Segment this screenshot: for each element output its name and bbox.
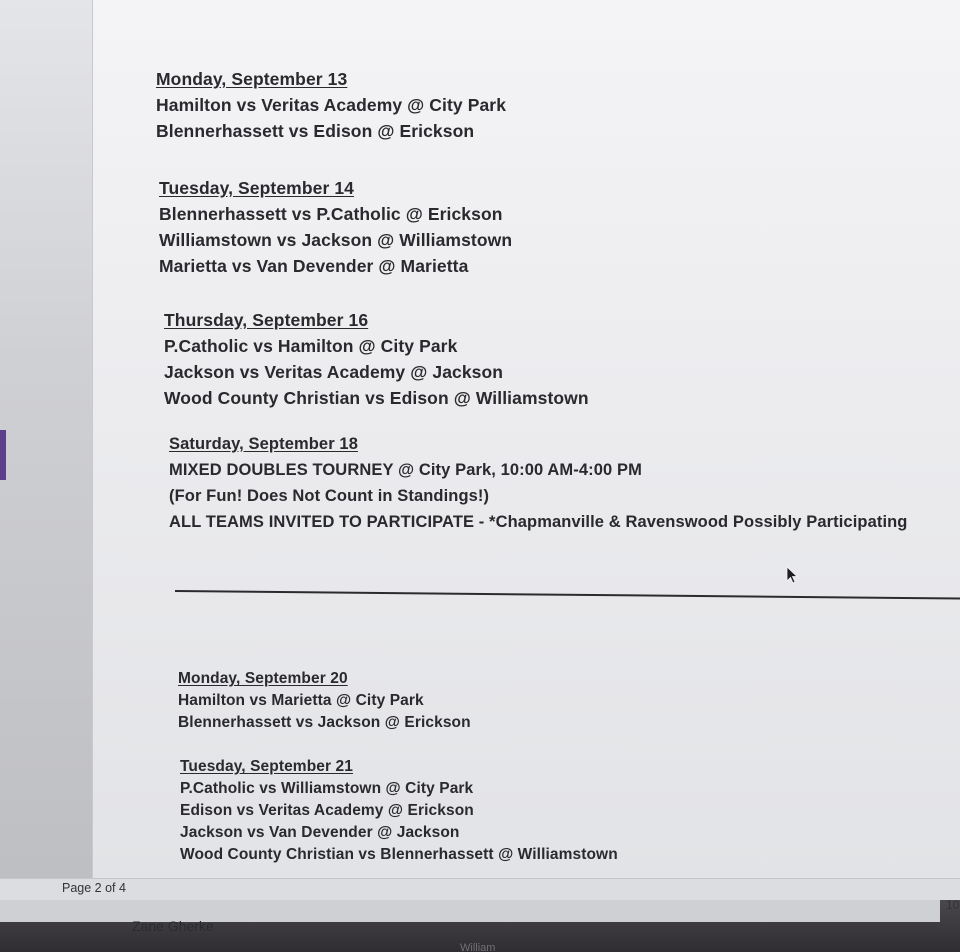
page-number-indicator[interactable]: Page 2 of 4 (62, 881, 126, 895)
day-heading: Saturday, September 18 (169, 435, 358, 453)
game-line: Hamilton vs Veritas Academy @ City Park (156, 95, 507, 115)
game-line: Wood County Christian vs Edison @ Williamstown (164, 388, 589, 408)
schedule-day-saturday-sep-18 (169, 431, 907, 535)
day-heading: Monday, September 13 (156, 69, 348, 89)
game-line: Edison vs Veritas Academy @ Erickson (180, 802, 474, 819)
schedule-day-monday-sep-20 (178, 668, 471, 734)
game-line: P.Catholic vs Hamilton @ City Park (164, 336, 458, 356)
event-line: ALL TEAMS INVITED TO PARTICIPATE - *Chapmanville & Ravenswood Possibly Participating (169, 513, 908, 531)
game-line: Wood County Christian vs Blennerhassett @ Williamstown (180, 846, 618, 863)
schedule-day-thursday-sep-16 (164, 307, 589, 411)
game-line: Williamstown vs Jackson @ Williamstown (159, 230, 513, 250)
schedule-day-tuesday-sep-21 (180, 756, 618, 866)
game-line: Blennerhassett vs Edison @ Erickson (156, 121, 475, 141)
day-heading: Tuesday, September 14 (159, 178, 355, 198)
mouse-pointer-icon (786, 566, 798, 584)
schedule-day-monday-sep-13 (156, 66, 506, 144)
day-heading: Monday, September 20 (178, 670, 348, 687)
game-line: P.Catholic vs Williamstown @ City Park (180, 780, 474, 797)
game-line: Blennerhassett vs P.Catholic @ Erickson (159, 204, 503, 224)
faded-taskbar-text: William (460, 942, 496, 952)
day-heading: Thursday, September 16 (164, 310, 369, 330)
event-line: (For Fun! Does Not Count in Standings!) (169, 487, 490, 505)
event-line: MIXED DOUBLES TOURNEY @ City Park, 10:00 AM-4:00 PM (169, 461, 642, 479)
status-bar (0, 878, 960, 901)
zoom-level[interactable]: 10 (946, 898, 960, 912)
user-name: Zane Gherke (132, 918, 214, 934)
game-line: Jackson vs Van Devender @ Jackson (180, 824, 460, 841)
day-heading: Tuesday, September 21 (180, 758, 353, 775)
window-accent-strip (0, 430, 6, 480)
game-line: Marietta vs Van Devender @ Marietta (159, 256, 469, 276)
game-line: Hamilton vs Marietta @ City Park (178, 692, 424, 709)
game-line: Blennerhassett vs Jackson @ Erickson (178, 714, 471, 731)
schedule-day-tuesday-sep-14 (159, 175, 512, 279)
game-line: Jackson vs Veritas Academy @ Jackson (164, 362, 504, 382)
left-gutter (0, 0, 92, 900)
